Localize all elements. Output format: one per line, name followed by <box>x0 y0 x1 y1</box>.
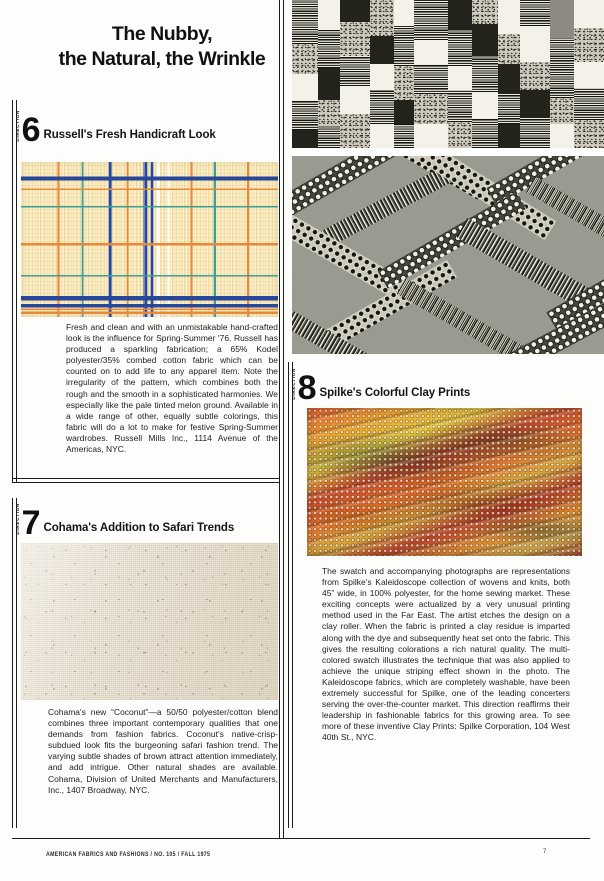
page-title-line1: The Nubby, <box>111 23 213 45</box>
direction-number-6: 6 <box>21 111 40 150</box>
swatch-edge-shading-8 <box>307 408 582 556</box>
article-title-6: Russell's Fresh Handicraft Look <box>43 128 216 141</box>
footer-rule <box>12 838 590 839</box>
article-title-7: Cohama's Addition to Safari Trends <box>43 521 235 534</box>
direction-label-6: DIRECTION <box>15 110 20 142</box>
article-title-8: Spilke's Colorful Clay Prints <box>319 386 471 399</box>
direction-number-8: 8 <box>297 369 316 408</box>
article-body-7: Cohama's new “Coconut”—a 50/50 polyester/cotton blend combines three important contemporary qualities that one demands from fashion fabrics. Coconut's native-crisp-subdued look fits the burgeoning safari fashion trend. The varying subtle shades of brown attract attention immediately, and add intrigue. Other natural shades are available. Cohama, Division of United Merchants and Manufacturers, Inc., 1407 Broadway, NYC. <box>48 707 278 795</box>
cohama-coconut-swatch <box>21 543 278 700</box>
article6-left-rule <box>12 100 13 482</box>
column-divider-left <box>279 0 280 838</box>
article6-left-rule-2 <box>16 100 17 482</box>
article-header-7 <box>15 503 235 543</box>
spilke-clay-print-swatch <box>307 408 582 556</box>
footer-credit: AMERICAN FABRICS AND FASHIONS / NO. 105 / FALL 1975 <box>46 851 211 859</box>
swatch-edge-shading-7 <box>21 543 278 700</box>
article-header-8 <box>291 368 471 408</box>
patchwork-stripe-weave-photo <box>292 0 604 148</box>
article-body-8: The swatch and accompanying photographs are representations from Spilke's Kaleidoscope collection of wovens and knits, both 45” wide, in 100% polyester, for the home sewing market. These exciting concepts were actualized by a very unusual printing method used in the Far East. The artist etches the design on a clay roller. When the fabric is printed a clay residue is imparted along with the dye and subsequently heat set onto the fabric. This gives the resulting colorations a rich natural quality. The multi-colored swatch illustrates the technique that was also applied to achieve the unique striping effect shown in the photo. The Kaleidoscope fabrics, which are completely washable, have been extremely successful for Spilke, one of the leading concerters serving the over-the-counter market. This direction reaffirms their leadership in fashionable fabrics for this growing area. To see more of these inventive Clay Prints: Spilke Corporation, 104 West 40th St., NYC. <box>322 566 570 743</box>
article6-bottom-rule-2 <box>12 482 280 483</box>
article6-bottom-rule <box>12 478 280 479</box>
page-title-line2: the Natural, the Wrinkle <box>58 48 266 70</box>
article-header-6 <box>15 110 216 150</box>
circle-chevron-weave-photo <box>292 156 604 354</box>
article-body-6: Fresh and clean and with an unmistakable hand-crafted look is the influence for Spring-Summer '76. Russell has produced a sparkling fabrication; a 65% Kodel polyester/35% combed cotton fabric which can be counted on to add life to any apparel item. Note the irregularity of the pattern, which combines both the rough and the smooth in a sophisticated harmonies. We especially like the pale tinted melon ground. Available in a wide range of other, equally subtle colorings, this fabric will do a lot to make for festive Spring-Summer wardrobes. Russell Mills Inc., 1114 Avenue of the Americas, NYC. <box>66 322 278 455</box>
russell-plaid-swatch <box>21 162 278 317</box>
column-divider-right <box>283 0 284 838</box>
direction-label-7: DIRECTION <box>15 503 20 535</box>
direction-number-7: 7 <box>21 504 40 543</box>
article8-left-rule-2 <box>292 362 293 828</box>
swatch-edge-shading-6 <box>21 162 278 317</box>
article7-left-rule <box>12 498 13 828</box>
page-number: 7 <box>543 849 547 855</box>
page-title <box>46 22 278 72</box>
direction-label-8: DIRECTION <box>291 368 296 400</box>
article7-left-rule-2 <box>16 498 17 828</box>
article8-left-rule <box>288 362 289 828</box>
